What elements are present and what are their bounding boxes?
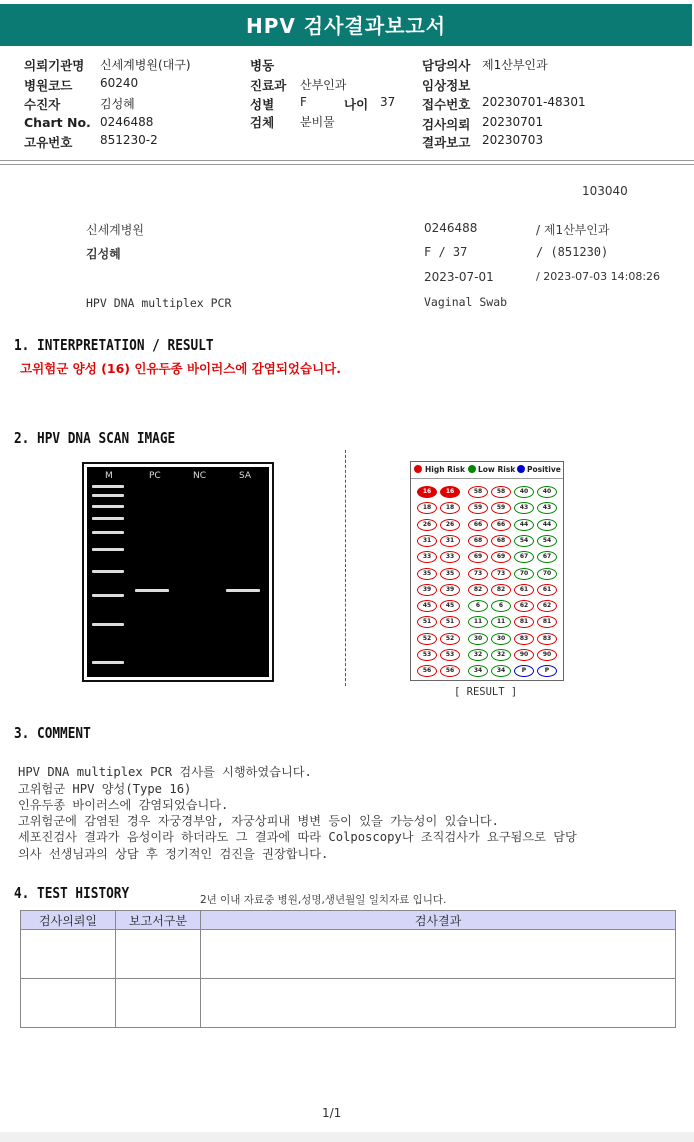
probe-spot: 52 bbox=[417, 633, 437, 645]
probe-spot: 51 bbox=[417, 616, 437, 628]
probe-spot: 90 bbox=[537, 649, 557, 661]
positive-dot-icon bbox=[517, 465, 525, 473]
scan-divider bbox=[345, 450, 346, 686]
probe-spot: 16 bbox=[440, 486, 460, 498]
marker-band bbox=[92, 594, 124, 597]
probe-spot: 32 bbox=[468, 649, 488, 661]
marker-band bbox=[92, 517, 124, 520]
history-cell bbox=[21, 930, 116, 979]
probe-spot: 83 bbox=[514, 633, 534, 645]
probe-spot: 82 bbox=[468, 584, 488, 596]
marker-band bbox=[92, 548, 124, 551]
header-divider-1 bbox=[0, 160, 694, 161]
probe-spot: 18 bbox=[417, 502, 437, 514]
probe-spot: 61 bbox=[514, 584, 534, 596]
summary-code: 103040 bbox=[582, 184, 628, 198]
dept: 산부인과 bbox=[300, 78, 347, 92]
chip-legend bbox=[411, 462, 563, 479]
section-history-title: 4. TEST HISTORY bbox=[14, 884, 130, 902]
legend-positive: Positive bbox=[527, 465, 561, 474]
chart-label: Chart No. bbox=[24, 115, 91, 130]
doctor: 제1산부인과 bbox=[482, 58, 548, 72]
probe-spot: 68 bbox=[468, 535, 488, 547]
section-interpretation-title: 1. INTERPRETATION / RESULT bbox=[14, 336, 214, 354]
summary-sample: Vaginal Swab bbox=[424, 295, 508, 309]
probe-spot: 66 bbox=[491, 519, 511, 531]
probe-spot: 6 bbox=[468, 600, 488, 612]
probe-spot: 33 bbox=[440, 551, 460, 563]
summary-request-date: 2023-07-01 bbox=[424, 270, 494, 284]
probe-spot: 26 bbox=[417, 519, 437, 531]
specimen: 분비물 bbox=[300, 115, 335, 129]
header-divider-2 bbox=[0, 164, 694, 165]
probe-spot: 62 bbox=[514, 600, 534, 612]
history-table bbox=[20, 910, 676, 1028]
section-comment-title: 3. COMMENT bbox=[14, 724, 91, 742]
request-date: 20230701 bbox=[482, 115, 544, 129]
probe-spot: 53 bbox=[417, 649, 437, 661]
unique-label: 고유번호 bbox=[24, 135, 73, 150]
history-cell bbox=[201, 930, 676, 979]
doctor-label: 담당의사 bbox=[422, 58, 471, 73]
probe-spot: 54 bbox=[537, 535, 557, 547]
report-title: HPV 검사결과보고서 bbox=[0, 4, 692, 46]
lane-label-m: M bbox=[105, 471, 113, 481]
marker-band bbox=[92, 505, 124, 508]
section-scan-title: 2. HPV DNA SCAN IMAGE bbox=[14, 429, 176, 447]
probe-spot: 52 bbox=[440, 633, 460, 645]
report-label: 결과보고 bbox=[422, 135, 471, 150]
age-label: 나이 bbox=[344, 97, 369, 112]
probe-spot: 45 bbox=[440, 600, 460, 612]
probe-spot: 73 bbox=[468, 568, 488, 580]
request-label: 검사의뢰 bbox=[422, 117, 471, 132]
probe-spot: 33 bbox=[417, 551, 437, 563]
probe-spot: 34 bbox=[468, 665, 488, 677]
interpretation-result: 고위험군 양성 (16) 인유두종 바이러스에 감염되었습니다. bbox=[20, 361, 341, 376]
history-note: 2년 이내 자료중 병원,성명,생년월일 일치자료 입니다. bbox=[200, 894, 447, 906]
summary-sex-age: F / 37 bbox=[424, 245, 468, 259]
gel-image bbox=[82, 462, 274, 682]
table-row bbox=[21, 930, 676, 979]
req-org: 신세계병원(대구) bbox=[100, 58, 191, 72]
comment-line: 인유두종 바이러스에 감염되었습니다. bbox=[18, 798, 229, 812]
patient-name: 김성혜 bbox=[100, 97, 135, 111]
marker-band bbox=[92, 570, 124, 573]
probe-spot: 16 bbox=[417, 486, 437, 498]
probe-spot: 67 bbox=[537, 551, 557, 563]
probe-spot: 59 bbox=[468, 502, 488, 514]
marker-band bbox=[92, 623, 124, 626]
probe-spot: 18 bbox=[440, 502, 460, 514]
probe-spot: 56 bbox=[417, 665, 437, 677]
probe-spot: 62 bbox=[537, 600, 557, 612]
probe-spot: 44 bbox=[537, 519, 557, 531]
probe-spot: 35 bbox=[440, 568, 460, 580]
hosp-code-label: 병원코드 bbox=[24, 78, 73, 93]
summary-report-datetime: / 2023-07-03 14:08:26 bbox=[536, 270, 661, 283]
probe-spot: 39 bbox=[440, 584, 460, 596]
probe-spot: 30 bbox=[468, 633, 488, 645]
probe-spot: 32 bbox=[491, 649, 511, 661]
summary-dept: / 제1산부인과 bbox=[536, 223, 610, 237]
receipt-no: 20230701-48301 bbox=[482, 95, 586, 109]
dept-label: 진료과 bbox=[250, 78, 287, 93]
report-date: 20230703 bbox=[482, 133, 544, 147]
ward-label: 병동 bbox=[250, 58, 275, 73]
chart-no: 0246488 bbox=[100, 115, 154, 129]
table-row bbox=[21, 979, 676, 1028]
probe-spot: 59 bbox=[491, 502, 511, 514]
probe-spot: 40 bbox=[514, 486, 534, 498]
probe-spot: 70 bbox=[514, 568, 534, 580]
hpv-chip bbox=[410, 461, 564, 681]
probe-spot: P bbox=[514, 665, 534, 677]
history-header-date: 검사의뢰일 bbox=[21, 911, 116, 930]
probe-spot: 82 bbox=[491, 584, 511, 596]
comment-line: HPV DNA multiplex PCR 검사를 시행하였습니다. bbox=[18, 765, 312, 779]
history-header-row bbox=[21, 911, 676, 930]
comment-line: 의사 선생님과의 상담 후 정기적인 검진을 권장합니다. bbox=[18, 847, 329, 861]
summary-hospital: 신세계병원 bbox=[86, 223, 144, 237]
probe-spot: 40 bbox=[537, 486, 557, 498]
high-risk-dot-icon bbox=[414, 465, 422, 473]
probe-spot: 26 bbox=[440, 519, 460, 531]
probe-spot: 61 bbox=[537, 584, 557, 596]
marker-band bbox=[92, 531, 124, 534]
summary-patient: 김성혜 bbox=[86, 247, 121, 261]
history-header-type: 보고서구분 bbox=[116, 911, 201, 930]
probe-spot: 58 bbox=[491, 486, 511, 498]
probe-spot: 43 bbox=[514, 502, 534, 514]
probe-spot: 67 bbox=[514, 551, 534, 563]
history-cell bbox=[116, 930, 201, 979]
probe-spot: 31 bbox=[440, 535, 460, 547]
probe-spot: 83 bbox=[537, 633, 557, 645]
probe-spot: P bbox=[537, 665, 557, 677]
marker-band bbox=[92, 494, 124, 497]
chip-caption: [ RESULT ] bbox=[454, 686, 518, 698]
probe-spot: 53 bbox=[440, 649, 460, 661]
probe-spot: 58 bbox=[468, 486, 488, 498]
receipt-label: 접수번호 bbox=[422, 97, 471, 112]
probe-spot: 11 bbox=[491, 616, 511, 628]
probe-spot: 70 bbox=[537, 568, 557, 580]
history-cell bbox=[116, 979, 201, 1028]
probe-spot: 44 bbox=[514, 519, 534, 531]
sex: F bbox=[300, 95, 307, 109]
unique-no: 851230-2 bbox=[100, 133, 158, 147]
patient-label: 수진자 bbox=[24, 97, 61, 112]
comment-line: 고위험군에 감염된 경우 자궁경부암, 자궁상피내 병변 등이 있을 가능성이 있습니다. bbox=[18, 814, 499, 828]
probe-spot: 66 bbox=[468, 519, 488, 531]
probe-spot: 56 bbox=[440, 665, 460, 677]
probe-spot: 54 bbox=[514, 535, 534, 547]
probe-spot: 68 bbox=[491, 535, 511, 547]
probe-spot: 51 bbox=[440, 616, 460, 628]
marker-band bbox=[92, 485, 124, 488]
summary-chart: 0246488 bbox=[424, 221, 478, 235]
comment-line: 세포진검사 결과가 음성이라 하더라도 그 결과에 따라 Colposcopy나 조직검사가 요구됨으로 담당 bbox=[18, 830, 577, 844]
probe-spot: 31 bbox=[417, 535, 437, 547]
probe-spot: 6 bbox=[491, 600, 511, 612]
probe-spot: 35 bbox=[417, 568, 437, 580]
probe-spot: 90 bbox=[514, 649, 534, 661]
lane-label-pc: PC bbox=[149, 471, 161, 481]
age: 37 bbox=[380, 95, 396, 109]
probe-spot: 11 bbox=[468, 616, 488, 628]
probe-spot: 34 bbox=[491, 665, 511, 677]
summary-test-name: HPV DNA multiplex PCR bbox=[86, 296, 232, 310]
probe-spot: 69 bbox=[468, 551, 488, 563]
comment-line: 고위험군 HPV 양성(Type 16) bbox=[18, 782, 192, 796]
probe-spot: 73 bbox=[491, 568, 511, 580]
probe-spot: 43 bbox=[537, 502, 557, 514]
probe-spot: 45 bbox=[417, 600, 437, 612]
probe-spot: 39 bbox=[417, 584, 437, 596]
low-risk-dot-icon bbox=[468, 465, 476, 473]
hosp-code: 60240 bbox=[100, 76, 139, 90]
sex-label: 성별 bbox=[250, 97, 275, 112]
sa-band bbox=[226, 589, 260, 592]
lane-label-sa: SA bbox=[239, 471, 252, 481]
probe-spot: 69 bbox=[491, 551, 511, 563]
summary-birth: / (851230) bbox=[536, 245, 609, 259]
clinical-label: 임상정보 bbox=[422, 78, 471, 93]
specimen-label: 검체 bbox=[250, 115, 275, 130]
gel-background bbox=[87, 467, 269, 677]
history-header-result: 검사결과 bbox=[201, 911, 676, 930]
legend-high-risk: High Risk bbox=[425, 465, 465, 474]
history-cell bbox=[21, 979, 116, 1028]
history-cell bbox=[201, 979, 676, 1028]
page-number: 1/1 bbox=[322, 1106, 342, 1120]
pc-band bbox=[135, 589, 169, 592]
req-org-label: 의뢰기관명 bbox=[24, 58, 85, 73]
probe-spot: 81 bbox=[537, 616, 557, 628]
marker-band bbox=[92, 661, 124, 664]
probe-spot: 30 bbox=[491, 633, 511, 645]
legend-low-risk: Low Risk bbox=[478, 465, 516, 474]
probe-spot: 81 bbox=[514, 616, 534, 628]
lane-label-nc: NC bbox=[193, 471, 207, 481]
